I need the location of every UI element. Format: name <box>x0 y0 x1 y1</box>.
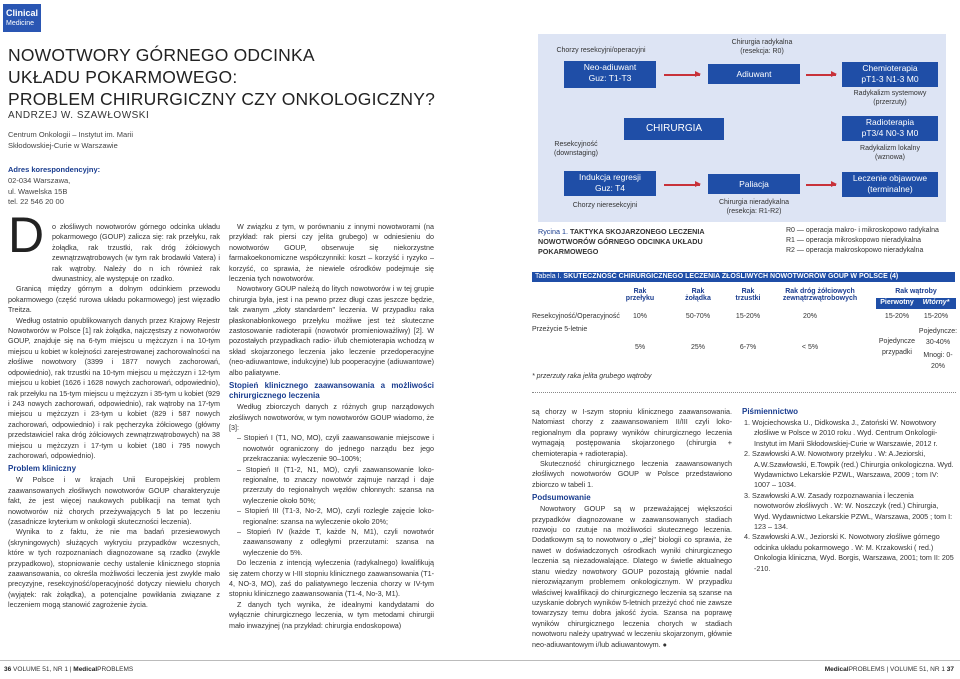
logo-line1: Clinical <box>6 8 39 18</box>
paragraph: Wynika to z faktu, że nie ma badań przesiewowych (skryningowych) służących wykryciu przypadków wczesnych, które w tych rozpoznaniach diagnozowane są rzadko (zwykle przypadkowo), stopniowanie cechy ustalenie klinicznego stopnia zaawansowania, co określa możliwości leczenia jest zwykle mało precyzyjne, resekcyjność/operacyjność dotyczy niewielu chorych (wyjątek: rak żołądka), a potencjalne powikłania związane z leczeniem mogą stanowić zagrożenie życia. <box>8 527 220 610</box>
paragraph: są chorzy w I-szym stopniu klinicznego zaawansowania. Natomiast chorzy z zaawansowaniem II/III czyli loko-regionalnym dla poprawy wyników chirurgicznego leczenia wymagają postępowania skojarzonego (chirurgia + chemioterapia + radioterapia). <box>532 407 732 458</box>
page-number: 37 <box>946 666 954 673</box>
table-cell: 15-20% <box>923 313 949 320</box>
figure-label: Chirurgia radykalna (resekcja: R0) <box>731 39 793 55</box>
box-surgery: CHIRURGIA <box>624 118 724 140</box>
figure-legend <box>786 226 939 255</box>
section-heading: Piśmiennictwo <box>742 407 799 416</box>
title-line: PROBLEM CHIRURGICZNY CZY ONKOLOGICZNY? <box>8 89 436 109</box>
row-label: Resekcyjność/Operacyjność <box>532 313 620 320</box>
journal-name: Medical <box>824 666 849 673</box>
arrow <box>664 74 700 76</box>
section-heading: Problem kliniczny <box>8 464 77 474</box>
paragraph: Nowotwory GOUP należą do litych nowotworów i w tej grupie chirurgia była, jest i na pewno przez długi czas jeszcze będzie, tak zwanym „złoty standardem" leczenia. W przypadku raka płaskonabłonkowego przełyku możliwe jest też skuteczne zastosowanie radioterapii (nowotwór promienioważliwy) [2]. W pozostałych przypadkach radio- i/lub chemioterapia wchodzą w skład skojarzonego leczenia jako leczenie przedoperacyjne (neo-adiuwantowe, indukcyjne) lub pooperacyjne (adiuwantowe) albo paliatywne. <box>229 284 434 377</box>
footer-left: 36 VOLUME 51, NR 1 | MedicalPROBLEMS <box>4 666 134 673</box>
paragraph: Według ostatnio opublikowanych danych przez Krajowy Rejestr Nowotworów w Polsce [1] rak żołądka, najczęstszy z nowotworów GOUP, znajduje się na 6-tym miejscu u mężczyzn i na 10-tym miejscu u kobiet w kolejności zarejestrowanej zachorowalności na złośliwe nowotwory (3399 i 1877 nowych zachorowań, odpowiednio), rak trzustki na 10-tym miejscu u mężczyzn i 12-tym miejscu u kobiet (1626 i 1628 nowych zachorowań, odpowiednio), rak przełyku na 15-tym miejscu u mężczyzn i 35-tym u kobiet (929 i 243 nowych zachorowań, odpowiednio), rak wątroby na 17-tym miejscu u mężczyzn i 23-tym u kobiet (829 i 587 nowych zachorowań, odpowiednio) i rak pęcherzyka żółciowego (główny przedstawiciel raka dróg żółciowych zewnątrzwątrobowych) na 38 miejscu u mężczyzn i 17-tym u kobiet (180 i 795 nowych zachorowań, odpowiednio). <box>8 315 220 460</box>
reference-item: 2. Szawłowski A.W. Nowotwory przełyku . W: A.Jeziorski, A.W.Szawłowski, E.Towpik (red.) Chirurgia onkologiczna. Wyd. Wydawnictwo Lekarskie PZWL, Warszawa, 2009 ; tom IV: 1007 – 1034. <box>744 449 954 490</box>
title-line: UKŁADU POKARMOWEGO: <box>8 67 238 87</box>
paragraph: W Polsce i w krajach Unii Europejskiej problem zaawansowanych złośliwych nowotworów GOUP charakteryzuje fakt, że jest więcej naukowych publikacji na temat tych nowotworów niż chorych przeżywających 5 lat po leczeniu (zasadnicze kryterium w onkologii skuteczności leczenia). <box>8 475 220 526</box>
figure-1 <box>538 34 946 222</box>
paragraph: Do leczenia z intencją wyleczenia (radykalnego) kwalifikują się zatem chorzy w I-III stopniu klinicznego zaawansowania (T1-4, NO-3, MO), zaś do paliatywnego leczenia chorzy w IV-tym stopniu klinicznego zaawansowania (T1-4, No-3, M1). <box>229 558 434 599</box>
table-cell: 25% <box>690 344 705 351</box>
paragraph: o złośliwych nowotworów górnego odcinka układu pokarmowego (GOUP) zalicza się: rak przełyku, rak żołądka, rak trzustki, rak dróg żółciowych zewnątrzwątrobowych (w tym rak brodawki Vatera) i rak wątroby. Należy do n ich również rak dwunastnicy, ale występuje on rzadko. <box>52 222 220 284</box>
table-header: Rak dróg żółciowych zewnątrzwątrobowych <box>782 288 858 302</box>
paragraph: Skuteczność chirurgicznego leczenia zaawansowanych złośliwych nowotworów GOUP w Polsce przedstawiono zbiorczo w tabeli 1. <box>532 459 732 489</box>
correspondence-line: 02-034 Warszawa, <box>8 175 71 185</box>
journal-name-2: PROBLEMS <box>97 666 134 673</box>
table-title-bar <box>532 272 955 282</box>
logo-line2: Medicine <box>6 20 35 27</box>
paragraph: W związku z tym, w porównaniu z innymi nowotworami (na przykład: rak piersi czy jelita grubego) w odniesieniu do nowotworów GOUP, obserwuje się niekorzystne farmakoekonomiczne współczynniki: koszt – korzyść i ryzyko – korzyść, co sprawia, że niewiele ośrodków podejmuje się leczenia tych nowotworów. <box>229 222 434 284</box>
figure-label: Resekcyjność (downstaging) <box>554 141 598 157</box>
paragraph: Granicą między górnym a dolnym odcinkiem przewodu pokarmowego (część rurowa układu pokarmowego) jest więzadło Treitza. <box>8 284 220 315</box>
correspondence-label: Adres korespondencyjny: <box>8 165 101 174</box>
paragraph: Nowotwory GOUP są w przeważającej większości przypadków diagnozowane w zaawansowanych stadiach rozwoju co rzutuje na możliwości skutecznego leczenia. Dodatkowym są to nowotwory o „złej" biologii co sprawia, że nawet w doświadczonych ośrodkach wyniki chirurgicznego leczenia są niezadowalające. Dlatego w świetle aktualnego stanu wiedzy nowotwory GOUP pozostają głównie nadal nierozwiązanym problemem onkologicznym. W przypadku właściwej kwalifikacji do chirurgicznego leczenia są szanse na uzyskanie dobrych wyników 5-letnich przeżyć choć nie zawsze towarzyszy temu dobra jakość życia. Szansa na poprawę wyników chirurgicznego leczenia chorych w stadiach nowotworu należy upatrywać w leczeniu skojarzonym, głównie neo-adiuwantowym i/lub adiuwantowym. ● <box>532 504 732 649</box>
box-chemotherapy: Chemioterapia pT1-3 N1-3 M0 <box>842 62 938 87</box>
table-cell: 15-20% <box>735 313 761 320</box>
affiliation: Centrum Onkologii – Instytut im. Marii Skłodowskiej-Curie w Warszawie <box>8 130 134 150</box>
figure-label: Chorzy nieresekcyjni <box>572 202 638 209</box>
table-cell: Pojedyncze przypadki <box>878 338 916 356</box>
title-line: NOWOTWORY GÓRNEGO ODCINKA <box>8 45 315 65</box>
references <box>742 407 954 574</box>
table-header: Rak trzustki <box>735 288 761 302</box>
footer-volume: VOLUME 51, NR 1 <box>13 666 68 673</box>
table-cell: Mnogi: 0-20% <box>923 352 953 370</box>
table-title: SKUTECZNOŚĆ CHIRURGICZNEGO LECZENIA ZŁOŚLIWYCH NOWOTWORÓW GOUP W POLSCE (4) <box>563 273 899 280</box>
correspondence-line: ul. Wawelska 15B <box>8 186 68 196</box>
list-item: – Stopień III (T1-3, No-2, MO), czyli rozległe zajęcie loko-regionalne: szansa na wyleczenie około 20%; <box>237 506 434 526</box>
box-radiotherapy: Radioterapia pT3/4 N0-3 M0 <box>842 116 938 141</box>
page-number: 36 <box>4 666 12 673</box>
list-item: – Stopień I (T1, NO, MO), czyli zaawansowanie miejscowe i nowotwór ograniczony do jednego narządu bez jego przekraczania: wyleczenie 90–100%; <box>237 433 434 464</box>
table-note: * przerzuty raka jelita grubego wątroby <box>532 373 652 380</box>
reference-item: 3. Szawłowski A.W. Zasady rozpoznawania i leczenia nowotworów złośliwych . W: W. Noszczyk (red.) Chirurgia, Wyd. Wydawnictwo Lekarskie PZWL, Warszawa, 2005 ; tom I: 123 – 134. <box>744 490 953 532</box>
reference-list <box>742 418 954 574</box>
paragraph: Z danych tych wynika, że idealnymi kandydatami do wyłącznie chirurgicznego leczenia, w tym metodami chirurgii mało inwazyjnej (na przykład: chirurgia endoskopowa) <box>229 599 434 630</box>
table-subheader: Pierwotny <box>880 299 914 306</box>
table-header: Rak wątroby <box>895 288 937 295</box>
legend-item: R2 — operacja makroskopowo nieradykalna <box>786 246 924 254</box>
column-2 <box>229 222 434 631</box>
table-cell: 15-20% <box>884 313 910 320</box>
journal-name-2: PROBLEMS <box>848 666 885 673</box>
row-label: Przeżycie 5-letnie <box>532 326 588 333</box>
box-palliation: Paliacja <box>708 174 800 194</box>
figure-label: Radykalizm lokalny (wznowa) <box>860 145 920 161</box>
list-item: – Stopień IV (każde T, każde N, M1), czyli nowotwór zaawansowany z odległymi przerzutami: szansa na wyleczenie do 5%. <box>237 526 434 557</box>
box-symptomatic: Leczenie objawowe (terminalne) <box>842 172 938 197</box>
caption-text: TAKTYKA SKOJARZONEGO LECZENIA NOWOTWORÓW GÓRNEGO ODCINKA UKŁADU POKARMOWEGO <box>538 227 705 256</box>
footer-rule <box>0 660 960 661</box>
drop-cap: D <box>8 207 45 263</box>
journal-name: Medical <box>73 666 98 673</box>
table-cell: 10% <box>632 313 647 320</box>
column-3 <box>532 407 732 650</box>
table-header: Rak żołądka <box>685 288 711 302</box>
reference-item: 1. Wojciechowska U., Didkowska J., Zatoński W. Nowotwory złośliwe w Polsce w 2010 roku . Wyd. Centrum Onkologii-Instytut im Marii Skłodowskiej-Curie w Warszawie, 2012 r. <box>744 418 938 448</box>
table-header: Rak przełyku <box>625 288 655 302</box>
figure-label: Radykalizm systemowy (przerzuty) <box>853 90 927 106</box>
figure-label: Chorzy resekcyjni/operacyjni <box>556 47 646 54</box>
correspondence-line: tel. 22 546 20 00 <box>8 197 64 207</box>
table-cell: 6-7% <box>739 344 757 351</box>
legend-item: R1 — operacja mikroskopowo nieradykalna <box>786 236 922 244</box>
box-adjuvant: Adiuwant <box>708 64 800 84</box>
figure-caption <box>538 227 758 257</box>
table-cell: 50-70% <box>685 313 711 320</box>
column-1 <box>8 222 220 611</box>
footer-volume: VOLUME 51, NR 1 <box>890 666 945 673</box>
correspondence <box>8 165 100 208</box>
box-induction: Indukcja regresji Guz: T4 <box>564 171 656 196</box>
legend-item: R0 — operacja makro- i mikroskopowo radykalna <box>786 227 939 234</box>
arrow <box>806 74 836 76</box>
paragraph: Według zbiorczych danych z różnych grup narządowych złośliwych nowotworów, w tym nowotworów GOUP wiadomo, że [3]: <box>229 402 434 432</box>
caption-label: Rycina 1. <box>538 227 568 236</box>
author: ANDRZEJ W. SZAWŁOWSKI <box>8 110 150 121</box>
reference-item: 4. Szawłowski A.W., Jeziorski K. Nowotwory złośliwe górnego odcinka układu pokarmowego . W: M. Krzakowski ( red.) Onkologia kliniczna, Wyd. Borgis, Warszawa, 2001; tom II: 205 -210. <box>744 532 954 573</box>
section-heading: Stopień klinicznego zaawansowania a możliwości chirurgicznego leczenia <box>229 381 434 401</box>
list-item: – Stopień II (T1-2, N1, MO), czyli zaawansowanie loko-regionalne, to znaczy nowotwór zajmuje narząd i daje przerzuty do regionalnych węzłów chłonnych: szansa na wyleczenie około 50%; <box>237 464 434 505</box>
footer-right: MedicalPROBLEMS | VOLUME 51, NR 1 37 <box>824 666 954 673</box>
journal-logo <box>3 4 41 32</box>
table-cell: Pojedyncze: 30-40% <box>918 328 958 346</box>
figure-label: Chirurgia nieradykalna (resekcja: R1-R2) <box>718 199 790 215</box>
box-neoadjuvant: Neo-adiuwant Guz: T1-T3 <box>564 61 656 88</box>
table-cell: < 5% <box>801 344 819 351</box>
table-label: Tabela I. <box>535 273 562 280</box>
divider <box>532 392 956 394</box>
table-subheader: Wtórny* <box>922 299 950 306</box>
arrow <box>806 184 836 186</box>
article-title <box>8 44 448 110</box>
table-cell: 5% <box>634 344 646 351</box>
stage-list <box>229 433 434 558</box>
section-heading: Podsumowanie <box>532 493 591 503</box>
table-cell: 20% <box>802 313 817 320</box>
arrow <box>664 184 700 186</box>
